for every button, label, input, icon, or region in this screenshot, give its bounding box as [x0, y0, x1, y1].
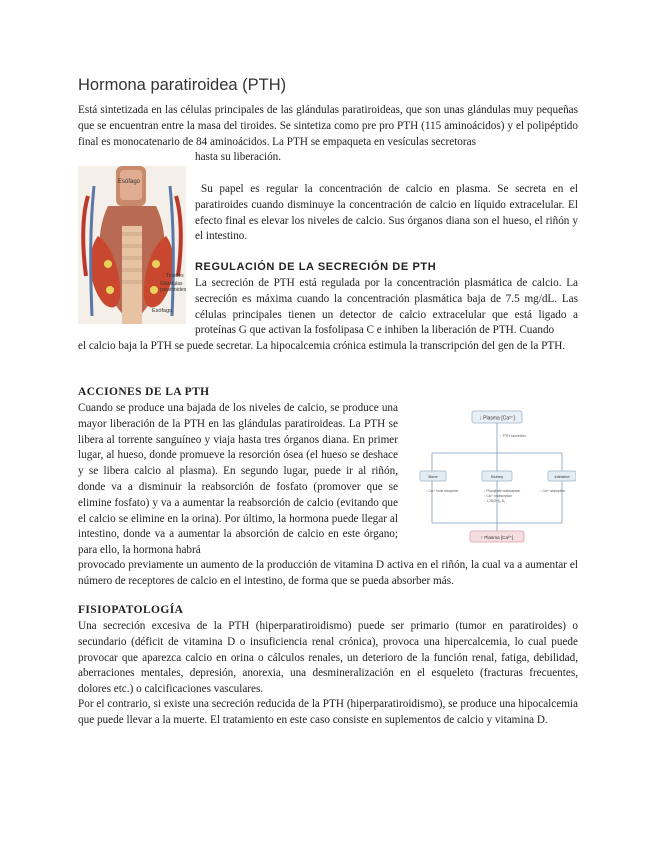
- intro-paragraph-1: Está sintetizada en las células principales de las glándulas paratiroideas, que son unas glándulas muy pequeñas que se encuentran entre la masa del tiroides. Se sintetiza como pre pro PTH (115 aminoácidos) y el polipéptido final es monocatenario de 84 aminoácidos. La PTH se empaqueta en vesículas secretoras: [78, 104, 578, 148]
- page-title: Hormona paratiroidea (PTH): [78, 76, 287, 94]
- flow-kidney-effect-1: ↓ Phosphate reabsorption: [484, 489, 521, 493]
- physiopathology-paragraph-1: Una secreción excesiva de la PTH (hiperparatiroidismo) puede ser primario (tumor en paratiroides) o secundario (déficit de vitamina D o insuficiencia renal crónica), provoca una hipercalcemia, lo cual puede provocar que aparezca calcio en orina o cálculos renales, un deterioro de la función renal, fatiga, debilidad, aberraciones mentales, depresión, anorexia, una desmineralización en el esqueleto (fracturas frecuentes, dolores etc.) o calcificaciones vasculares.: [78, 620, 578, 696]
- anatomy-label-glandulas-1: Glándulas: [160, 281, 183, 287]
- physiopathology-heading: FISIOPATOLOGÍA: [78, 604, 184, 616]
- flow-box-bone: Bone: [428, 474, 438, 479]
- intro-paragraph-1-end: hasta su liberación.: [195, 151, 282, 163]
- flow-kidney-effect-3: ↑ 1,25(OH)₂ D₃: [484, 499, 506, 503]
- flow-stimulus-label: ↑ PTH secretion: [500, 434, 526, 438]
- anatomy-label-top: Esófago: [118, 179, 141, 185]
- flow-kidney-effect-2: ↑ Ca²⁺ reabsorption: [484, 494, 512, 498]
- flow-bone-effect: ↑ Ca²⁺ bone resorption: [426, 489, 459, 493]
- anatomy-label-bottom: Esófago: [152, 308, 173, 314]
- flow-box-kidney: Kidney: [490, 474, 504, 479]
- flow-box-intestine: Intestine: [554, 474, 570, 479]
- regulation-heading: REGULACIÓN DE LA SECRECIÓN DE PTH: [195, 261, 437, 273]
- actions-paragraph: Cuando se produce una bajada de los niveles de calcio, se produce una mayor liberación de la PTH en las glándulas paratiroideas. La PTH se libera al torrente sanguíneo y viaja hasta tres órganos diana. En primer lugar, al hueso, donde promueve la resorción ósea (el hueso se deshace y se libera calcio al plasma). En segundo lugar, puede ir al riñón, donde va a disminuir la reabsorción de fosfato (promover que se elimine fosfato) y va a aumentar la reabsorción de calcio (evitando que el calcio se elimine en la orina). Por último, la hormona puede llegar al intestino, donde va a aumentar la absorción de calcio en este órgano; para ello, la hormona habrá: [78, 402, 398, 557]
- regulation-paragraph: La secreción de PTH está regulada por la concentración plasmática de calcio. La secreción es máxima cuando la concentración plasmática baja de 7.5 mg/dL. Las células principales tienen un detector de calcio extracelular que está ligado a proteínas G que activan la fosfolipasa C e inhiben la liberación de PTH. Cuando: [195, 277, 578, 337]
- flow-bottom-box-label: ↑ Plasma [Ca²⁺]: [480, 535, 514, 540]
- thyroid-parathyroid-illustration: [78, 166, 186, 324]
- flow-top-box-label: ↓ Plasma [Ca²⁺]: [479, 415, 515, 422]
- anatomy-label-glandulas-2: paratiroides: [160, 287, 186, 293]
- anatomy-label-tiroides: Tiroides: [166, 273, 184, 279]
- pth-actions-flow-diagram: [418, 403, 576, 551]
- intro-paragraph-2: Su papel es regular la concentración de calcio en plasma. Se secreta en el paratiroides cuando disminuye la concentración de calcio en líquido extracelular. El efecto final es elevar los niveles de calcio. Sus órganos diana son el hueso, el riñón y el intestino.: [195, 183, 578, 243]
- actions-paragraph-cont: provocado previamente un aumento de la producción de vitamina D activa en el riñón, la cual va a aumentar el número de receptores de calcio en el intestino, de forma que se pueda absorber más.: [78, 559, 578, 587]
- regulation-paragraph-cont: el calcio baja la PTH se puede secretar. La hipocalcemia crónica estimula la transcripción del gen de la PTH.: [78, 340, 566, 352]
- actions-heading: ACCIONES DE LA PTH: [78, 386, 210, 398]
- physiopathology-paragraph-2: Por el contrario, si existe una secreción reducida de la PTH (hiperparatiroidismo), se produce una hipocalcemia que puede llevar a la muerte. El tratamiento en este caso consiste en suplementos de calcio y vitamina D.: [78, 698, 578, 726]
- flow-intestine-effect: ↑ Ca²⁺ absorption: [540, 489, 566, 493]
